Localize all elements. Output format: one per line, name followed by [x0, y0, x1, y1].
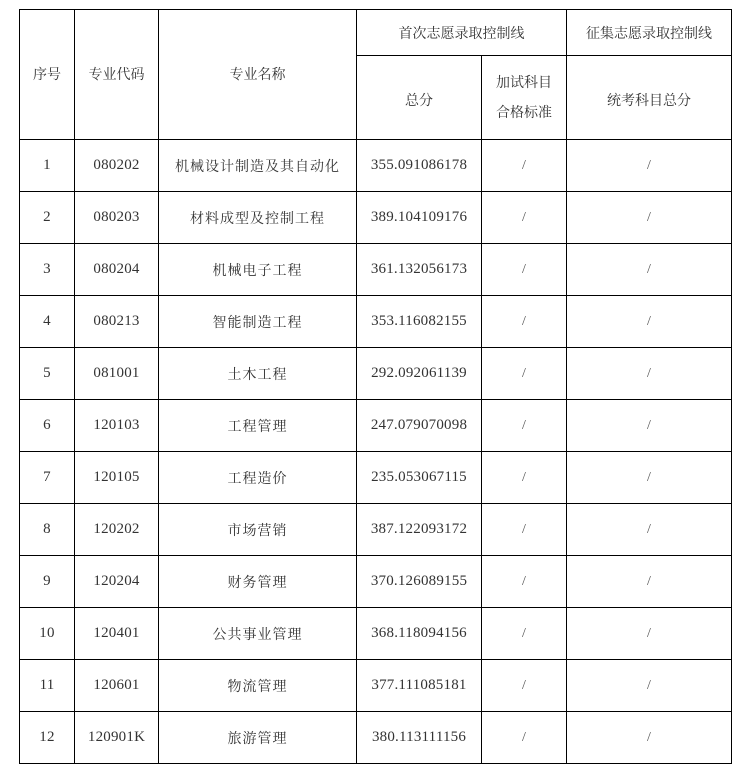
- cell-code: 120901K: [75, 712, 159, 764]
- cell-code: 080204: [75, 244, 159, 296]
- header-extra-line1: 加试科目: [496, 74, 552, 91]
- cell-seq: 12: [20, 712, 75, 764]
- cell-seq: 3: [20, 244, 75, 296]
- header-first-choice-group: 首次志愿录取控制线: [357, 10, 567, 56]
- cell-extra: /: [482, 452, 567, 504]
- cell-name: 材料成型及控制工程: [159, 192, 357, 244]
- cell-extra: /: [482, 608, 567, 660]
- cell-code: 120103: [75, 400, 159, 452]
- cell-code: 120204: [75, 556, 159, 608]
- cell-name: 机械电子工程: [159, 244, 357, 296]
- cell-collect: /: [567, 348, 732, 400]
- cell-seq: 6: [20, 400, 75, 452]
- table-row: [20, 504, 732, 556]
- cell-code: 080213: [75, 296, 159, 348]
- cell-collect: /: [567, 140, 732, 192]
- header-unified-total: 统考科目总分: [567, 56, 732, 140]
- cell-total: 389.104109176: [357, 192, 482, 244]
- cell-seq: 7: [20, 452, 75, 504]
- cell-code: 120202: [75, 504, 159, 556]
- table-row: [20, 452, 732, 504]
- cell-extra: /: [482, 712, 567, 764]
- cell-extra: /: [482, 140, 567, 192]
- cell-collect: /: [567, 712, 732, 764]
- table-row: [20, 244, 732, 296]
- cell-name: 市场营销: [159, 504, 357, 556]
- cell-extra: /: [482, 556, 567, 608]
- cell-code: 081001: [75, 348, 159, 400]
- table-row: [20, 400, 732, 452]
- cell-name: 工程管理: [159, 400, 357, 452]
- cell-total: 368.118094156: [357, 608, 482, 660]
- cell-name: 财务管理: [159, 556, 357, 608]
- cell-seq: 5: [20, 348, 75, 400]
- cell-extra: /: [482, 400, 567, 452]
- cell-total: 292.092061139: [357, 348, 482, 400]
- cell-total: 353.116082155: [357, 296, 482, 348]
- header-row-1: [20, 10, 732, 56]
- table-row: [20, 556, 732, 608]
- admission-control-table: [19, 9, 732, 764]
- cell-extra: /: [482, 348, 567, 400]
- cell-extra: /: [482, 660, 567, 712]
- table-row: [20, 608, 732, 660]
- cell-code: 120105: [75, 452, 159, 504]
- cell-collect: /: [567, 192, 732, 244]
- cell-collect: /: [567, 504, 732, 556]
- cell-code: 080203: [75, 192, 159, 244]
- cell-total: 370.126089155: [357, 556, 482, 608]
- header-extra-line2: 合格标准: [496, 104, 552, 121]
- cell-name: 旅游管理: [159, 712, 357, 764]
- table-row: [20, 296, 732, 348]
- cell-total: 387.122093172: [357, 504, 482, 556]
- cell-extra: /: [482, 244, 567, 296]
- cell-total: 361.132056173: [357, 244, 482, 296]
- cell-seq: 10: [20, 608, 75, 660]
- cell-collect: /: [567, 296, 732, 348]
- cell-name: 公共事业管理: [159, 608, 357, 660]
- cell-extra: /: [482, 504, 567, 556]
- cell-name: 物流管理: [159, 660, 357, 712]
- table-row: [20, 660, 732, 712]
- header-extra-standard: [482, 56, 567, 140]
- header-name: 专业名称: [159, 10, 357, 140]
- cell-name: 工程造价: [159, 452, 357, 504]
- cell-total: 380.113111156: [357, 712, 482, 764]
- cell-seq: 2: [20, 192, 75, 244]
- cell-total: 377.111085181: [357, 660, 482, 712]
- table-row: [20, 192, 732, 244]
- cell-extra: /: [482, 296, 567, 348]
- cell-code: 120401: [75, 608, 159, 660]
- cell-name: 土木工程: [159, 348, 357, 400]
- cell-total: 235.053067115: [357, 452, 482, 504]
- table-row: [20, 348, 732, 400]
- cell-name: 机械设计制造及其自动化: [159, 140, 357, 192]
- cell-collect: /: [567, 452, 732, 504]
- cell-collect: /: [567, 244, 732, 296]
- header-seq: 序号: [20, 10, 75, 140]
- header-collect-choice-group: 征集志愿录取控制线: [567, 10, 732, 56]
- cell-seq: 1: [20, 140, 75, 192]
- cell-seq: 11: [20, 660, 75, 712]
- cell-collect: /: [567, 400, 732, 452]
- header-total: 总分: [357, 56, 482, 140]
- table-row: [20, 140, 732, 192]
- table-row: [20, 712, 732, 764]
- cell-total: 355.091086178: [357, 140, 482, 192]
- cell-collect: /: [567, 608, 732, 660]
- cell-total: 247.079070098: [357, 400, 482, 452]
- cell-code: 080202: [75, 140, 159, 192]
- cell-seq: 4: [20, 296, 75, 348]
- cell-code: 120601: [75, 660, 159, 712]
- cell-collect: /: [567, 660, 732, 712]
- header-code: 专业代码: [75, 10, 159, 140]
- cell-extra: /: [482, 192, 567, 244]
- cell-seq: 8: [20, 504, 75, 556]
- cell-seq: 9: [20, 556, 75, 608]
- cell-collect: /: [567, 556, 732, 608]
- cell-name: 智能制造工程: [159, 296, 357, 348]
